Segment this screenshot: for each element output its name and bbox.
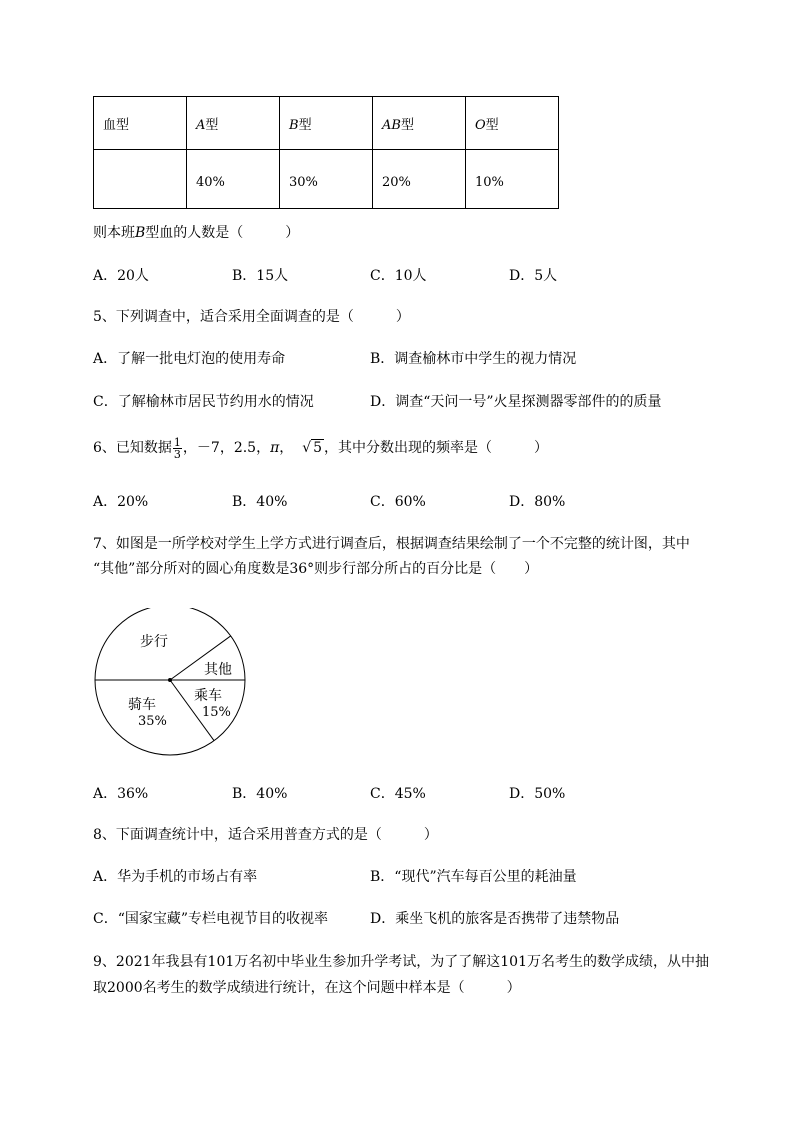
type-letter: O: [475, 117, 486, 133]
q9-stem-line2: 取2000名考生的数学成绩进行统计，在这个问题中样本是（ ）: [93, 980, 521, 996]
fraction-numerator: 1: [173, 435, 181, 449]
q6-option-b[interactable]: B．40%: [232, 494, 288, 510]
q8-option-c[interactable]: C．“国家宝藏”专栏电视节目的收视率: [93, 911, 329, 927]
q7-option-a[interactable]: A．36%: [93, 786, 149, 802]
q5-stem: 5、下列调查中，适合采用全面调查的是（ ）: [93, 309, 410, 325]
header-cell-a: [187, 97, 280, 150]
q4-stem: [93, 222, 299, 242]
pie-label-bus: 乘车: [194, 688, 222, 704]
type-suffix: 型: [298, 117, 312, 133]
blood-type-table: [93, 96, 559, 209]
fraction-denominator: 3: [173, 447, 181, 461]
q8-stem: 8、下面调查统计中，适合采用普查方式的是（ ）: [93, 827, 438, 843]
header-text: 血型: [103, 117, 130, 133]
q6-stem: [93, 433, 548, 463]
value-cell-a: 40%: [187, 150, 280, 209]
table-header-row: [94, 97, 559, 150]
header-cell-blood-type: [94, 97, 187, 150]
fraction: [173, 437, 182, 460]
q5-option-d[interactable]: D．调查“天问一号”火星探测器零部件的的质量: [370, 394, 662, 410]
q7-option-c[interactable]: C．45%: [370, 786, 426, 802]
q8-option-b[interactable]: B．“现代”汽车每百公里的耗油量: [370, 869, 577, 885]
type-letter: B: [289, 117, 299, 133]
q5-option-a[interactable]: A．了解一批电灯泡的使用寿命: [93, 351, 286, 367]
value-cell-empty: [94, 150, 187, 209]
q4-option-d[interactable]: D．5人: [509, 268, 558, 284]
pie-chart: [92, 608, 252, 758]
type-suffix: 型: [205, 117, 219, 133]
type-suffix: 型: [485, 117, 499, 133]
value-cell-b: 30%: [280, 150, 373, 209]
q4-option-b[interactable]: B．15人: [232, 268, 289, 284]
q5-option-c[interactable]: C．了解榆林市居民节约用水的情况: [93, 394, 314, 410]
q7-stem-line1: 7、如图是一所学校对学生上学方式进行调查后，根据调查结果绘制了一个不完整的统计图，其中: [93, 536, 690, 552]
q4-option-c[interactable]: C．10人: [370, 268, 427, 284]
q4-option-a[interactable]: A．20人: [93, 268, 149, 284]
pie-value-bus: 15%: [202, 705, 231, 720]
header-cell-ab: [373, 97, 466, 150]
q8-option-d[interactable]: D．乘坐飞机的旅客是否携带了违禁物品: [370, 911, 620, 927]
q5-option-b[interactable]: B．调查榆林市中学生的视力情况: [370, 351, 577, 367]
pie-label-bike: 骑车: [128, 697, 156, 713]
q4-stem-post: 型血的人数是（ ）: [145, 225, 300, 241]
pie-label-other: 其他: [204, 662, 232, 678]
pi-symbol: π: [270, 440, 280, 456]
q6-option-c[interactable]: C．60%: [370, 494, 426, 510]
pie-value-bike: 35%: [138, 714, 167, 729]
q8-option-a[interactable]: A．华为手机的市场占有率: [93, 869, 258, 885]
q6-option-d[interactable]: D．80%: [509, 494, 566, 510]
q7-stem-line2: “其他”部分所对的圆心角度数是36°则步行部分所占的百分比是（ ）: [93, 561, 539, 577]
header-cell-b: [280, 97, 373, 150]
q6-stem-mid: ，－7，2.5，: [182, 440, 271, 456]
q6-option-a[interactable]: A．20%: [93, 494, 149, 510]
q7-option-b[interactable]: B．40%: [232, 786, 288, 802]
type-letter: A: [196, 117, 206, 133]
pie-center-dot: [168, 678, 172, 682]
q6-separator: ，: [279, 440, 294, 456]
type-suffix: 型: [400, 117, 414, 133]
table-value-row: [94, 150, 559, 209]
q6-stem-pre: 6、已知数据: [93, 440, 172, 456]
type-letter: AB: [382, 117, 401, 133]
q4-stem-pre: 则本班: [93, 225, 135, 241]
value-cell-o: 10%: [466, 150, 559, 209]
q4-stem-var: B: [135, 225, 146, 241]
pie-label-walk: 步行: [140, 634, 168, 650]
q6-stem-post: ，其中分数出现的频率是（ ）: [324, 440, 549, 456]
header-cell-o: [466, 97, 559, 150]
q9-stem-line1: 9、2021年我县有101万名初中毕业生参加升学考试，为了了解这101万名考生的数学成绩，从中抽: [93, 954, 709, 970]
value-cell-ab: 20%: [373, 150, 466, 209]
q7-option-d[interactable]: D．50%: [509, 786, 566, 802]
sqrt-expression: [302, 433, 324, 463]
sqrt-radicand: 5: [313, 440, 323, 456]
sqrt-icon: √: [302, 440, 312, 456]
